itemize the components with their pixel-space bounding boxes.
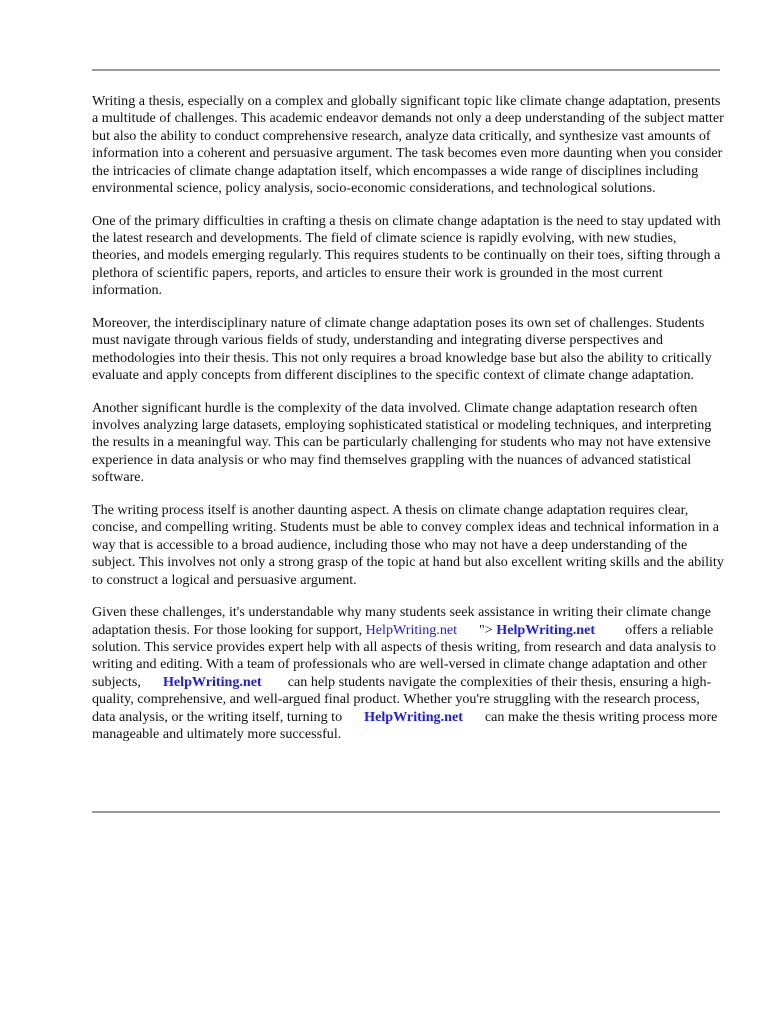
paragraph-3: Moreover, the interdisciplinary nature of climate change adaptation poses its own set of challenges. Students must navigate through various fields of study, understanding and integrating diverse perspectives and methodologies into their thesis. This not only requires a broad knowledge base but also the ability to critically evaluate and apply concepts from different disciplines to the specific context of climate change adaptation. bbox=[92, 314, 712, 384]
top-divider bbox=[92, 69, 720, 71]
paragraph-6 bbox=[92, 604, 726, 743]
paragraph-6-text-3: can help students navigate the complexities of their thesis, ensuring a high-quality, comprehensive, and well-argued final product. Whether you're struggling with the research process, data analysis, or the writing itself, turning to bbox=[92, 673, 712, 725]
paragraph-6-text-4: can make the thesis writing process more manageable and ultimately more successful. bbox=[92, 708, 718, 742]
paragraph-2: One of the primary difficulties in crafting a thesis on climate change adaptation is the need to stay updated with the latest research and developments. The field of climate science is rapidly evolving, with new studies, theories, and models emerging regularly. This requires students to be continually on their toes, sifting through a plethora of scientific papers, reports, and articles to ensure their work is grounded in the most current information. bbox=[92, 212, 721, 299]
bottom-divider bbox=[92, 811, 720, 813]
paragraph-4: Another significant hurdle is the complexity of the data involved. Climate change adaptation research often involves analyzing large datasets, employing sophisticated statistical or modeling techniques, and interpreting the results in a meaningful way. This can be particularly challenging for students who may not have extensive experience in data analysis or who may find themselves grappling with the nuances of advanced statistical software. bbox=[92, 399, 712, 486]
paragraph-6-text-2: offers a reliable solution. This service provides expert help with all aspects of thesis writing, from research and data analysis to writing and editing. With a team of professionals who are well-versed in climate change adaptation and other subjects, bbox=[92, 621, 717, 690]
paragraph-1: Writing a thesis, especially on a complex and globally significant topic like climate change adaptation, presents a multitude of challenges. This academic endeavor demands not only a deep understanding of the subject matter but also the ability to conduct comprehensive research, analyze data critically, and synthesize vast amounts of information into a coherent and persuasive argument. The task becomes even more daunting when you consider the intricacies of climate change adaptation itself, which encompasses a wide range of disciplines including environmental science, policy analysis, socio-economic considerations, and technological solutions. bbox=[92, 93, 724, 197]
helpwriting-link-2[interactable]: HelpWriting.net bbox=[496, 621, 596, 638]
paragraph-6-text-1: Given these challenges, it's understandable why many students seek assistance in writing their climate change adaptation thesis. For those looking for support, bbox=[92, 604, 711, 638]
markup-artifact-text: "> bbox=[479, 621, 493, 638]
helpwriting-link-1[interactable]: HelpWriting.net bbox=[365, 621, 458, 638]
paragraph-5: The writing process itself is another daunting aspect. A thesis on climate change adaptation requires clear, concise, and compelling writing. Students must be able to convey complex ideas and technical information in a way that is accessible to a broad audience, including those who may not have a deep understanding of the subject. This involves not only a strong grasp of the topic at hand but also excellent writing skills and the ability to construct a logical and persuasive argument. bbox=[92, 501, 724, 588]
document-body bbox=[92, 93, 726, 759]
helpwriting-link-3[interactable]: HelpWriting.net bbox=[162, 673, 262, 690]
helpwriting-link-4[interactable]: HelpWriting.net bbox=[364, 708, 463, 725]
